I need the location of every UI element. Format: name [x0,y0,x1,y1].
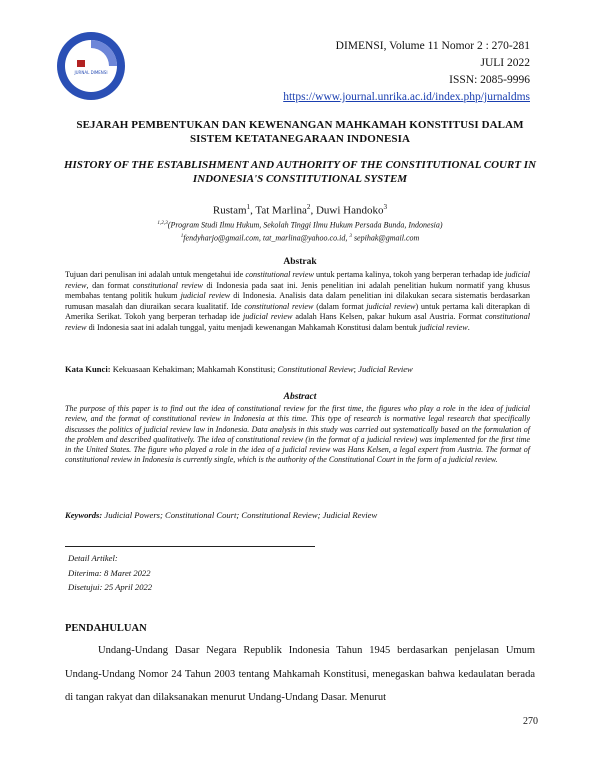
received-date: Diterima: 8 Maret 2022 [68,567,151,578]
author-1: Rustam [212,204,247,217]
logo-text: JURNAL DIMENSI [74,70,108,75]
journal-logo [55,30,127,102]
pendahuluan-text: Undang-Undang Dasar Negara Republik Indonesia Tahun 1945 berdasarkan penjelasan Umum Undang-Undang Nomor 24 Tahun 2003 tentang Mahkamah Konstitusi, menegaskan bahwa kedaulatan berada di tangan rakyat dan dilaksanakan menurut Undang-Undang Dasar. Menurut [65,645,535,703]
detail-label: Detail Artikel: [68,553,118,563]
abstract-text: The purpose of this paper is to find out the idea of constitutional review for the first time, the figures who play a role in the idea of judicial review, and the format of constitutional review in Indonesia at this time. This type of research is normative legal research that specifically discusses the politics of judicial review law in Indonesia. Data analysis in this study was carried out systematically based on the formulation of the problem and described qualitatively. The idea of constitutional review (in the format of a judicial review) was implemented for the first time in the United States. The figure who played a role in the idea of a judicial review was Hans Kelsen, a legal expert from Austria. The format of constitutional review in Indonesia is currently single, which is the authority of the Constitutional Court in the form of a judicial review. [65,404,530,465]
email-3: sepihak@gmail.com [351,233,420,243]
abstrak-heading: Abstrak [283,257,317,267]
author-3-sup: 3 [383,203,388,211]
email-sup-3: 3 [349,232,352,239]
author-1-sup: 1 [246,203,251,211]
kata-kunci-label: Kata Kunci: [65,364,111,374]
keywords: Keywords: Judicial Powers; Constitutional Court; Constitutional Review; Judicial Review [65,510,378,520]
title-english: HISTORY OF THE ESTABLISHMENT AND AUTHORITY OF THE CONSTITUTIONAL COURT IN INDONESIA'S CONSTITUTIONAL SYSTEM [63,159,537,185]
kata-kunci: Kata Kunci: Kekuasaan Kehakiman; Mahkamah Konstitusi; Constitutional Review; Judicial Review [65,364,413,374]
affil-sup: 1,2,3 [157,220,168,226]
author-3: Duwi Handoko [315,204,384,217]
divider [65,546,315,547]
affiliation-block [60,218,540,243]
volume-line: DIMENSI, Volume 11 Nomor 2 : 270-281 [335,40,530,52]
section-heading-pendahuluan: PENDAHULUAN [65,623,147,634]
date-line: JULI 2022 [480,57,530,69]
emails: fendyharjo@gmail.com, tat_marlina@yahoo.co.id, [183,233,350,243]
accepted-date: Disetujui: 25 April 2022 [68,582,153,592]
authors: Rustam$^1$, Tat Marlina$^2$, Duwi Handoko$^3$ [212,203,388,217]
email-sup-1: 1 [180,232,184,239]
keywords-label: Keywords: [65,510,103,520]
title-indonesian: SEJARAH PEMBENTUKAN DAN KEWENANGAN MAHKAMAH KONSTITUSI DALAM SISTEM KETATANEGARAAN INDONESIA [76,119,524,145]
journal-url-link[interactable]: https://www.journal.unrika.ac.id/index.php/jurnaldms [283,91,530,103]
affiliation: (Program Studi Ilmu Hukum, Sekolah Tinggi Ilmu Hukum Persada Bunda, Indonesia) [167,220,443,230]
author-2: Tat Marlina [255,204,307,217]
abstrak-text: Tujuan dari penulisan ini adalah untuk mengetahui ide constitutional review untuk pertama kalinya, tokoh yang berperan terhadap ide judicial review, dan format constitutional review di Indonesia pada saat ini. Jenis penelitian ini adalah penelitian hukum normatif yang khusus membahas tentang politik hukum judicial review di Indonesia. Analisis data dalam penelitian ini dilakukan secara sistematis berdasarkan rumusan masalah dan diuraikan secara kualitatif. Ide constitutional review (dalam format judicial review) untuk pertama kali diterapkan di Amerika Serikat. Tokoh yang berperan terhadap ide judicial review adalah Hans Kelsen, pakar hukum asal Austria. Format constitutional review di Indonesia saat ini adalah tunggal, yaitu menjadi kewenangan Mahkamah Konstitusi dalam bentuk judicial review. [65,270,530,332]
author-2-sup: 2 [306,203,311,211]
page-number: 270 [523,716,538,727]
issn-line: ISSN: 2085-9996 [449,74,530,86]
journal-header [210,38,530,106]
abstract-heading: Abstract [283,392,317,402]
article-detail [68,551,152,595]
